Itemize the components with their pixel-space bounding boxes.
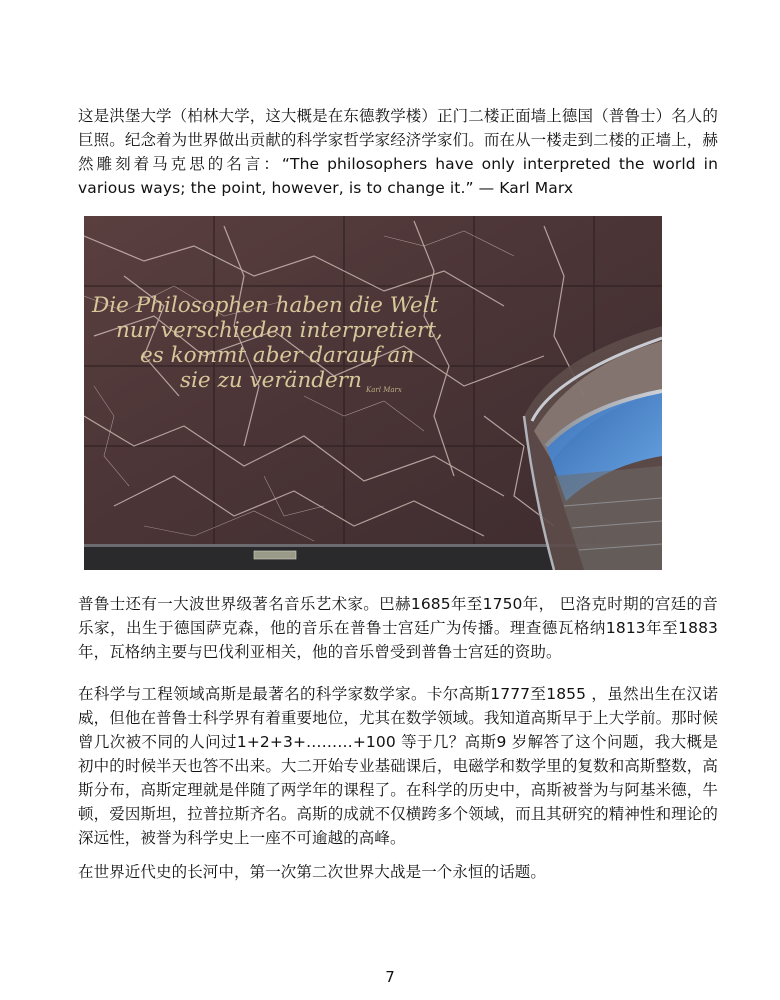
- quote-line-3: es kommt aber darauf an: [140, 343, 415, 368]
- floor-plaque: [254, 551, 296, 559]
- war-paragraph: 在世界近代史的长河中，第一次第二次世界大战是一个永恒的话题。: [78, 863, 547, 881]
- quote-line-4: sie zu verändern: [180, 368, 362, 393]
- music-paragraph: 普鲁士还有一大波世界级著名音乐艺术家。巴赫1685年至1750年， 巴洛克时期的宫廷的音乐家，出生于德国萨克森，他的音乐在普鲁士宫廷广为传播。理查德瓦格纳1813年至1883年，瓦格纳主要与巴伐利亚相关，他的音乐曾受到普鲁士宫廷的资助。: [78, 595, 718, 661]
- quote-signature: Karl Marx: [366, 386, 402, 394]
- quote-line-2: nur verschieden interpretiert,: [116, 318, 443, 343]
- page-number: 7: [385, 968, 395, 986]
- science-paragraph: 在科学与工程领域高斯是最著名的科学家数学家。卡尔高斯1777至1855 ，虽然出生在汉诺威，但他在普鲁士科学界有着重要地位，尤其在数学领域。我知道高斯早于上大学前。那时候曾几次被不同的人问过1+2+3+………+100 等于几？高斯9 岁解答了这个问题，我大概是初中的时候半天也答不出来。大二开始专业基础课后，电磁学和数学里的复数和高斯整数，高斯分布，高斯定理就是伴随了两学年的课程了。在科学的历史中，高斯被誉为与阿基米德，牛顿，爱因斯坦，拉普拉斯齐名。高斯的成就不仅横跨多个领域，而且其研究的精神性和理论的深远性，被誉为科学史上一座不可逾越的高峰。: [78, 685, 718, 847]
- intro-paragraph: 这是洪堡大学（柏林大学，这大概是在东德教学楼）正门二楼正面墙上德国（普鲁士）名人的巨照。纪念着为世界做出贡献的科学家哲学家经济学家们。而在从一楼走到二楼的正墙上，赫然雕刻着马克思的名言：“The philosophers have only interpreted the world in various ways; the point, however, is to change it.” — Karl Marx: [78, 107, 718, 197]
- quote-line-1: Die Philosophen haben die Welt: [92, 293, 439, 318]
- marx-quote-wall-photo: [84, 216, 662, 570]
